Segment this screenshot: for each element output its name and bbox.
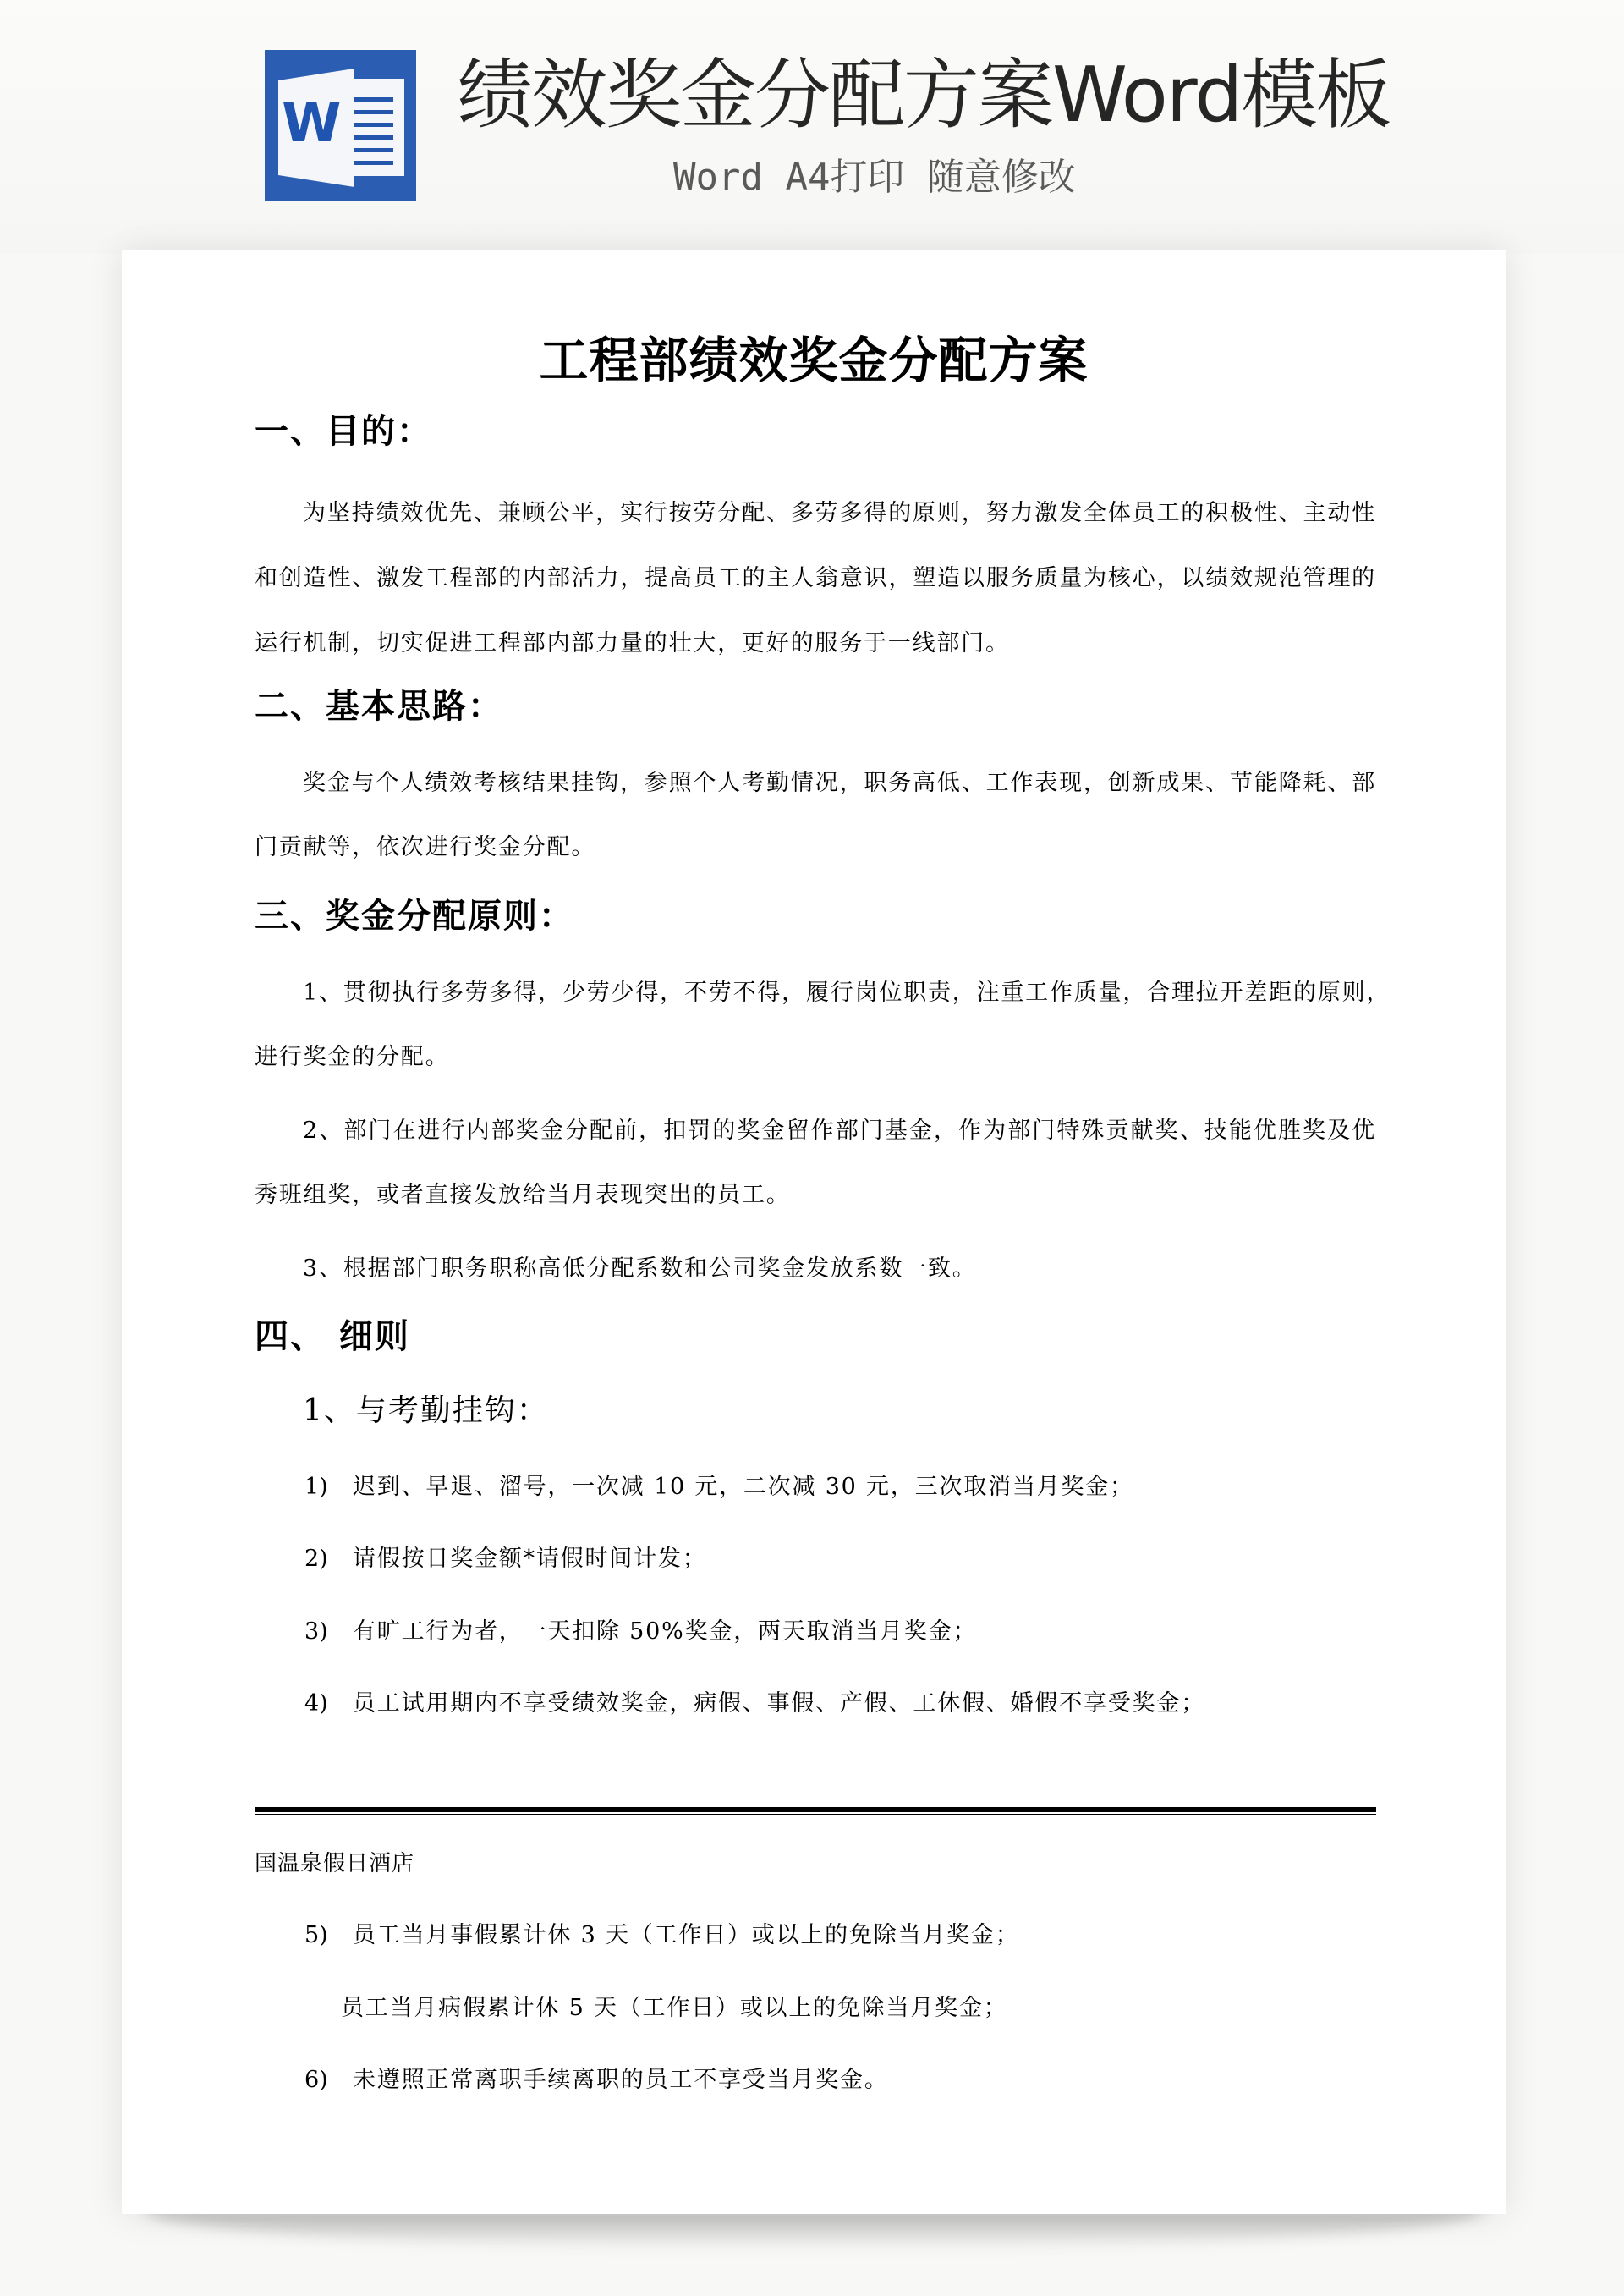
list-item-number: 2) xyxy=(304,1546,328,1572)
list-item: 请假按日奖金额*请假时间计发； xyxy=(353,1546,707,1572)
section-heading-approach: 二、基本思路： xyxy=(255,686,503,726)
section-heading-purpose: 一、目的： xyxy=(255,411,432,451)
list-item-number: 1) xyxy=(304,1474,328,1500)
paragraph-line: 1、贯彻执行多劳多得，少劳少得，不劳不得，履行岗位职责，注重工作质量，合理拉开差距的原则， xyxy=(303,980,1391,1006)
page-break-rule xyxy=(255,1807,1376,1812)
section-heading-details: 四、 细则 xyxy=(255,1316,410,1356)
paragraph-line: 秀班组奖，或者直接发放给当月表现突出的员工。 xyxy=(255,1182,791,1208)
document-body xyxy=(122,250,1506,2214)
document-title: 工程部绩效奖金分配方案 xyxy=(539,332,1089,389)
list-item-number: 5) xyxy=(304,1922,328,1948)
paragraph-line: 为坚持绩效优先、兼顾公平，实行按劳分配、多劳多得的原则，努力激发全体员工的积极性、主动性 xyxy=(303,500,1376,526)
list-item: 员工试用期内不享受绩效奖金，病假、事假、产假、工休假、婚假不享受奖金； xyxy=(353,1690,1205,1717)
section-heading-principles: 三、奖金分配原则： xyxy=(255,896,574,936)
list-item: 员工当月事假累计休 3 天（工作日）或以上的免除当月奖金； xyxy=(353,1922,1020,1948)
template-banner xyxy=(0,0,1624,254)
list-item: 迟到、早退、溜号，一次减 10 元，二次减 30 元，三次取消当月奖金； xyxy=(353,1474,1134,1500)
list-item-number: 6) xyxy=(304,2067,328,2093)
paragraph-line: 运行机制，切实促进工程部内部力量的壮大，更好的服务于一线部门。 xyxy=(255,630,1010,656)
word-icon-sheet xyxy=(354,79,404,176)
paragraph-line: 奖金与个人绩效考核结果挂钩，参照个人考勤情况，职务高低、工作表现，创新成果、节能降耗、部 xyxy=(303,770,1376,796)
list-item: 有旷工行为者，一天扣除 50%奖金，两天取消当月奖金； xyxy=(353,1618,978,1645)
paragraph-line: 2、部门在进行内部奖金分配前，扣罚的奖金留作部门基金，作为部门特殊贡献奖、技能优胜奖及优 xyxy=(303,1118,1376,1144)
word-icon-letter: W xyxy=(282,92,342,155)
page-curl-shadow xyxy=(144,2208,1484,2250)
list-item-continuation: 员工当月病假累计休 5 天（工作日）或以上的免除当月奖金； xyxy=(341,1995,1008,2021)
document-page xyxy=(122,250,1506,2214)
header-org-name: 国温泉假日酒店 xyxy=(255,1851,415,1876)
list-item: 未遵照正常离职手续离职的员工不享受当月奖金。 xyxy=(353,2067,889,2093)
paragraph-line: 门贡献等，依次进行奖金分配。 xyxy=(255,834,596,860)
paragraph-line: 和创造性、激发工程部的内部活力，提高员工的主人翁意识，塑造以服务质量为核心，以绩效规范管理的 xyxy=(255,565,1376,591)
list-item-number: 3) xyxy=(304,1618,328,1645)
list-item-number: 4) xyxy=(304,1690,328,1717)
banner-subtitle: Word A4打印 随意修改 xyxy=(673,156,1076,199)
paragraph-line: 进行奖金的分配。 xyxy=(255,1044,450,1070)
word-app-icon xyxy=(265,50,416,201)
paragraph-line: 3、根据部门职务职称高低分配系数和公司奖金发放系数一致。 xyxy=(303,1255,977,1282)
banner-title: 绩效奖金分配方案Word模板 xyxy=(457,51,1391,140)
page-break-rule-thin xyxy=(255,1814,1376,1815)
subheading-attendance: 1、与考勤挂钩： xyxy=(303,1393,549,1428)
